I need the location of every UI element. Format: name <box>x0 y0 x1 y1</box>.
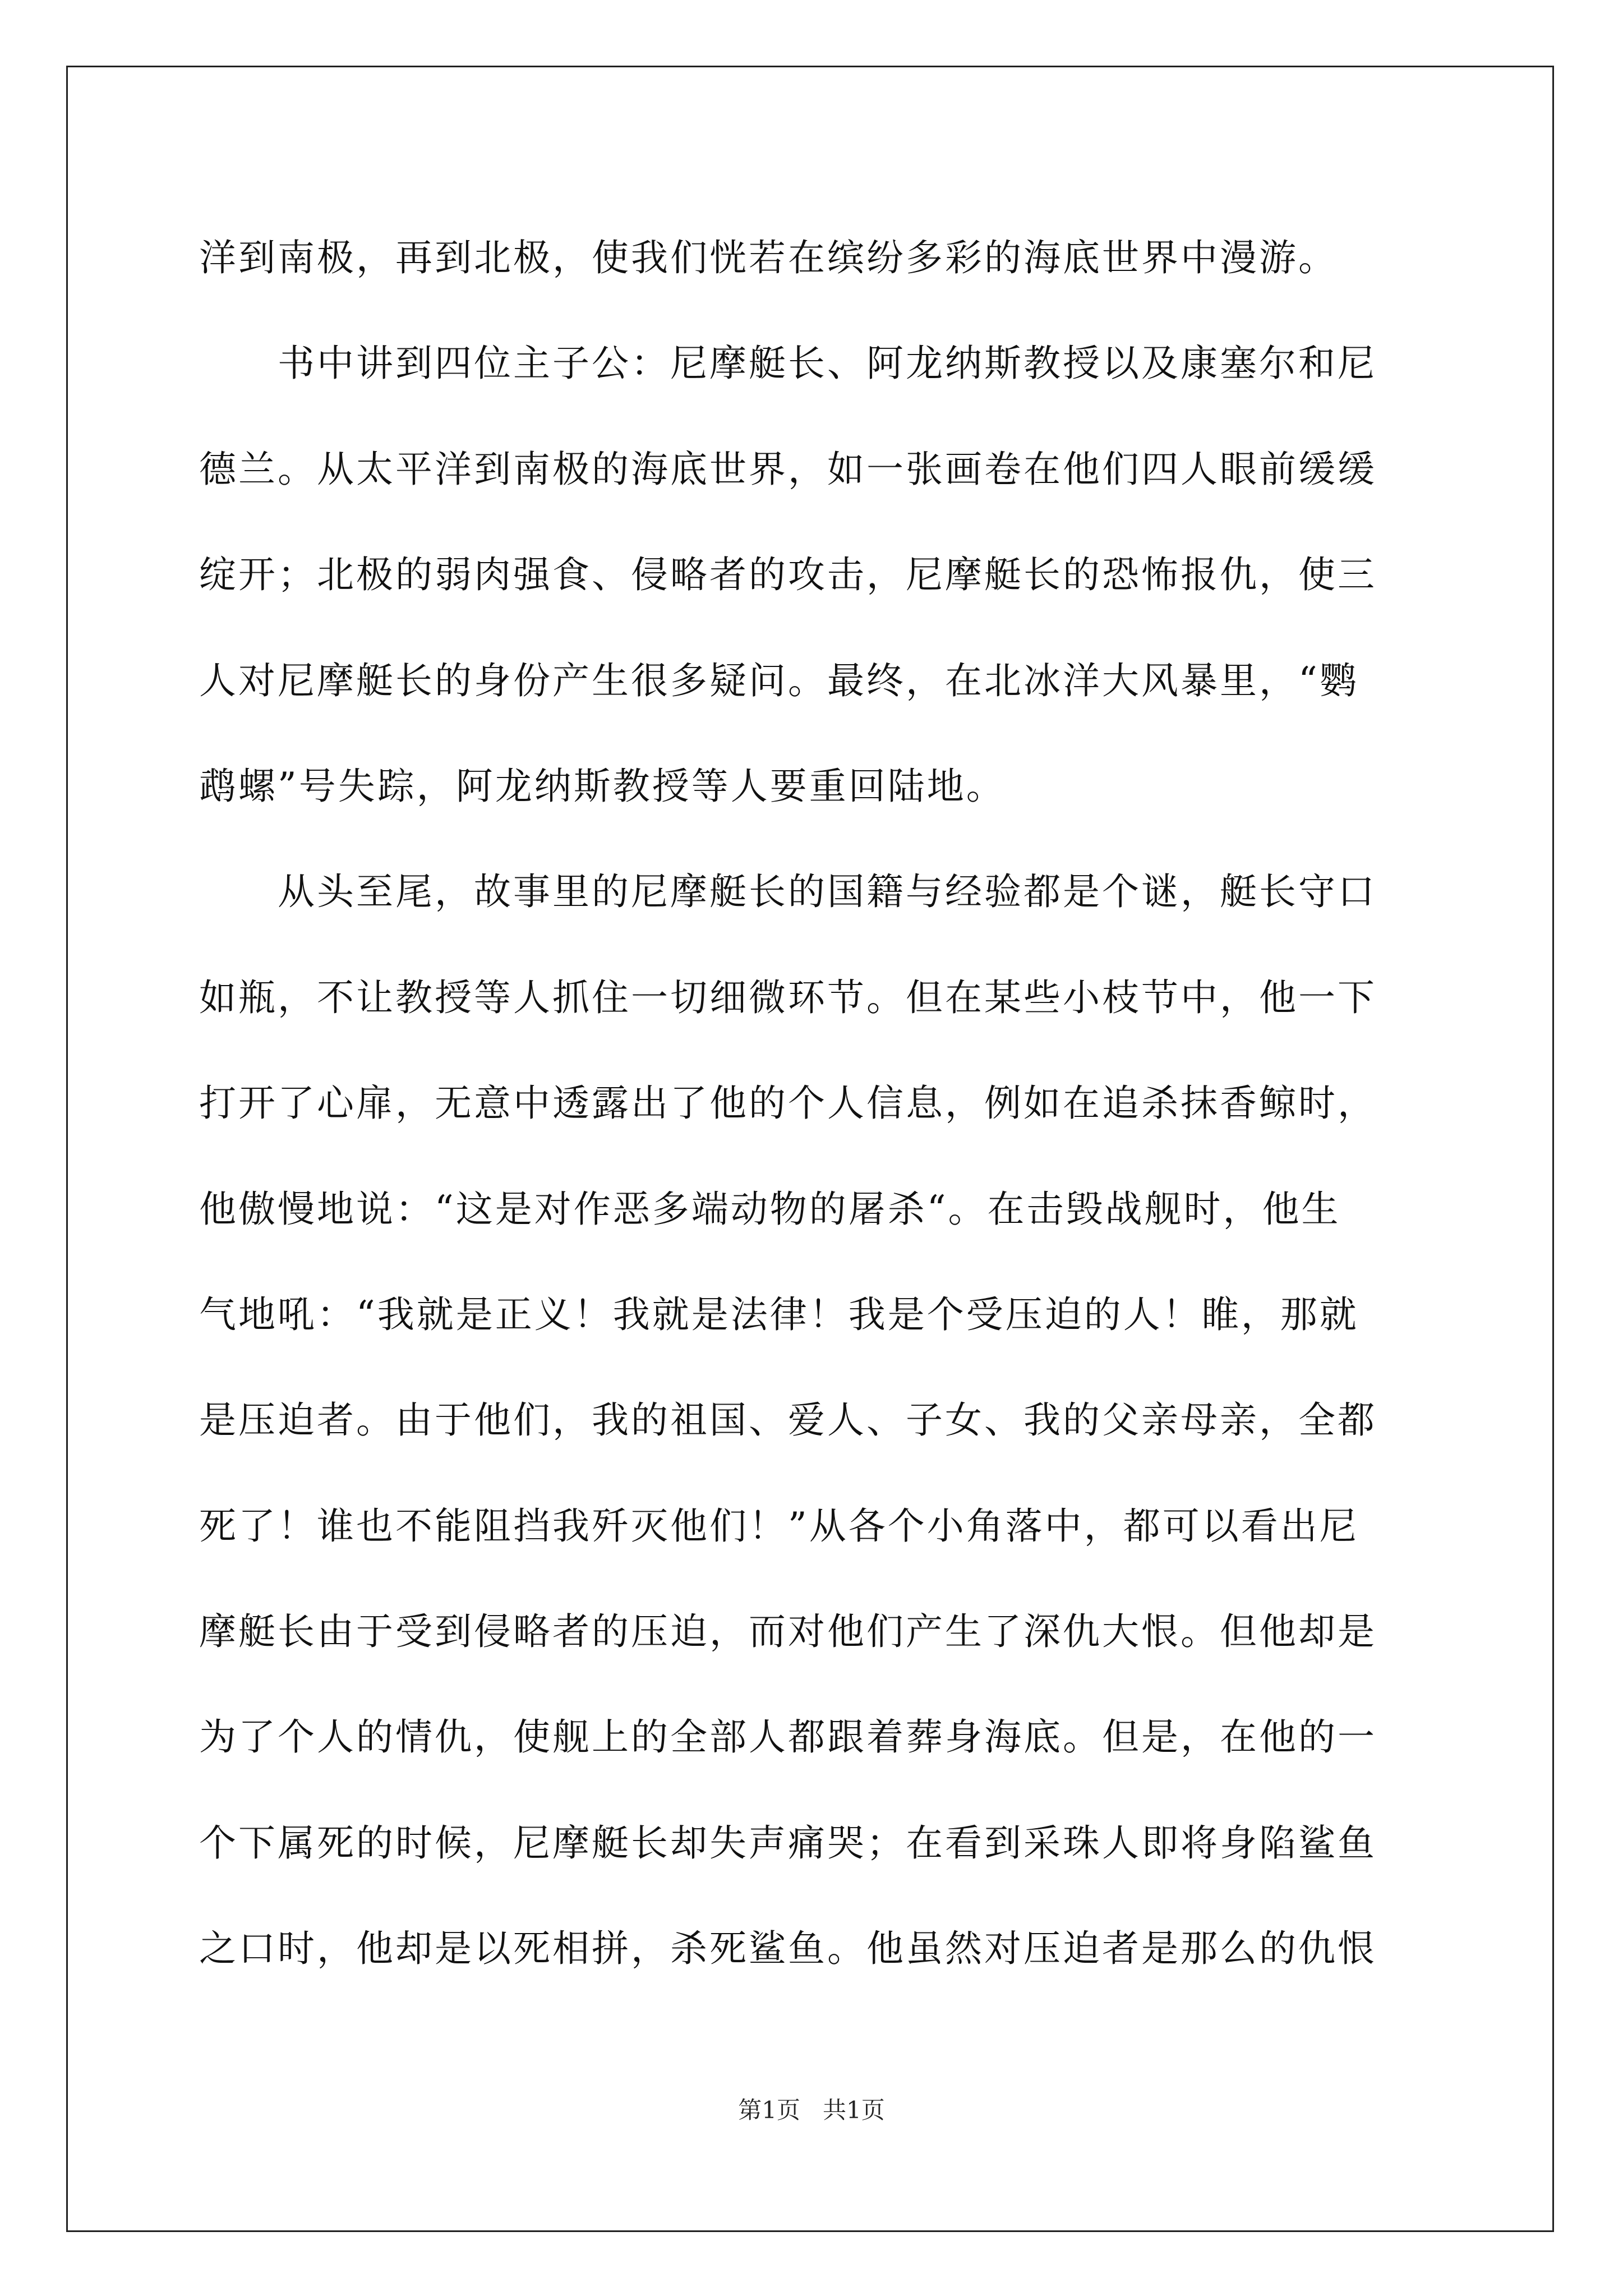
text-line: 摩艇长由于受到侵略者的压迫，而对他们产生了深仇大恨。但他却是 <box>199 1610 1377 1654</box>
text-line: 气地吼：“我就是正义！我就是法律！我是个受压迫的人！睢，那就 <box>199 1292 1359 1336</box>
text-line: 为了个人的情仇，使舰上的全部人都跟着葬身海底。但是，在他的一 <box>199 1715 1377 1759</box>
text-line: 从头至尾，故事里的尼摩艇长的国籍与经验都是个谜，艇长守口 <box>199 870 1377 914</box>
page-total: 共1页 <box>823 2096 885 2124</box>
text-line: 之口时，他却是以死相拼，杀死鲨鱼。他虽然对压迫者是那么的仇恨 <box>199 1927 1377 1971</box>
text-line: 打开了心扉，无意中透露出了他的个人信息，例如在追杀抹香鲸时， <box>199 1082 1377 1125</box>
text-line: 是压迫者。由于他们，我的祖国、爱人、子女、我的父亲母亲，全都 <box>199 1398 1377 1442</box>
text-line: 洋到南极，再到北极，使我们恍若在缤纷多彩的海底世界中漫游。 <box>199 236 1338 279</box>
text-line: 个下属死的时候，尼摩艇长却失声痛哭；在看到采珠人即将身陷鲨鱼 <box>199 1821 1377 1865</box>
text-line: 书中讲到四位主子公：尼摩艇长、阿龙纳斯教授以及康塞尔和尼 <box>199 342 1377 385</box>
text-line: 德兰。从太平洋到南极的海底世界，如一张画卷在他们四人眼前缓缓 <box>199 447 1377 491</box>
text-line: 如瓶，不让教授等人抓住一切细微环节。但在某些小枝节中，他一下 <box>199 976 1377 1019</box>
text-line: 死了！谁也不能阻挡我歼灭他们！”从各个小角落中，都可以看出尼 <box>199 1504 1359 1548</box>
text-line: 绽开；北极的弱肉强食、侵略者的攻击，尼摩艇长的恐怖报仇，使三 <box>199 553 1377 597</box>
document-body <box>199 205 1427 2002</box>
page-footer <box>0 2093 1623 2127</box>
page-number: 第1页 <box>738 2096 800 2124</box>
text-line: 鹉螺”号失踪，阿龙纳斯教授等人要重回陆地。 <box>199 764 1006 808</box>
text-line: 他傲慢地说：“这是对作恶多端动物的屠杀“。在击毁战舰时，他生 <box>199 1187 1341 1231</box>
text-line: 人对尼摩艇长的身份产生很多疑问。最终，在北冰洋大风暴里，“鹦 <box>199 659 1359 702</box>
